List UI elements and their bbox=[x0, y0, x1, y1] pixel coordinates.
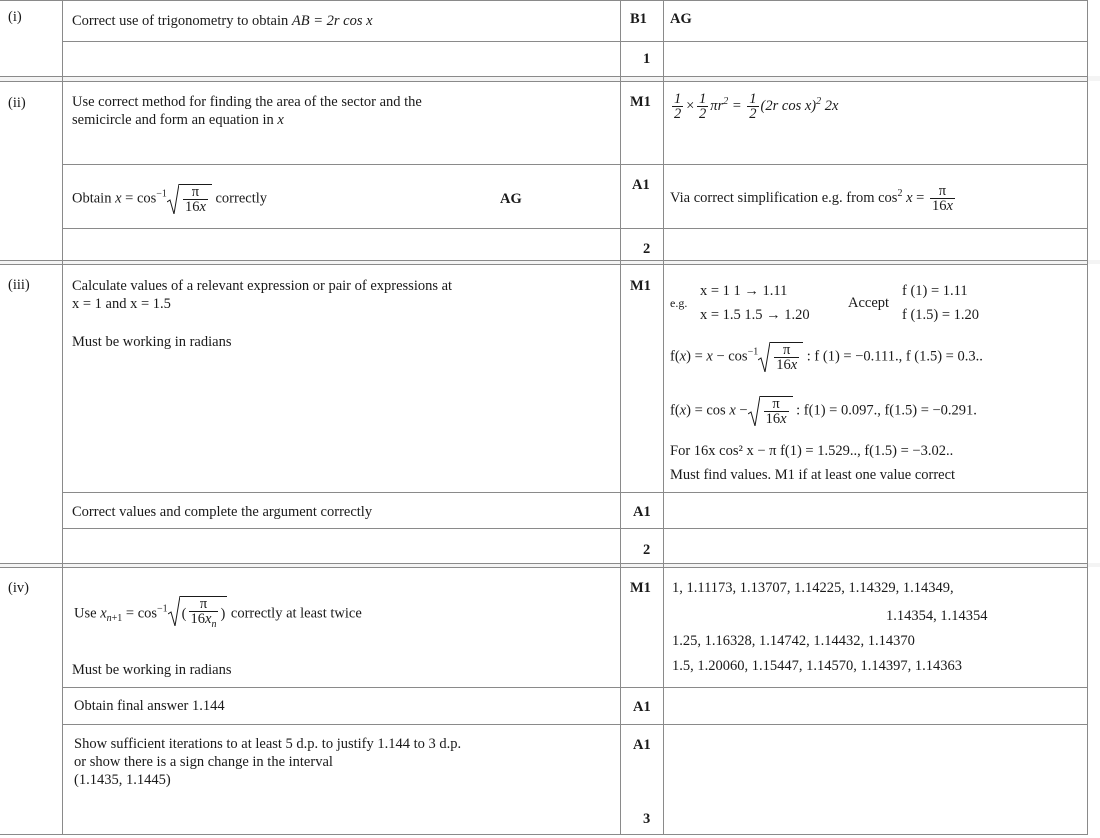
eg-label: e.g. bbox=[670, 296, 688, 310]
part-iv-total: 3 bbox=[643, 811, 651, 827]
part-label-ii: (ii) bbox=[8, 95, 26, 111]
part-iv-use: Use $x_{n+1} = \cos^{-1}$ ( $\frac{\pi}{16x_n}$ ) correctly at least twice bbox=[74, 596, 362, 630]
part-iii-answer-line2: x = 1 and x = 1.5 bbox=[72, 296, 171, 312]
part-iv-radians: Must be working in radians bbox=[72, 662, 232, 678]
f-row2: f (1.5) = 1.20 bbox=[902, 307, 980, 323]
part-ii-answer-line2: semicircle and form an equation in x bbox=[72, 112, 284, 128]
part-iii-total: 2 bbox=[643, 542, 651, 558]
part-i-mark: B1 bbox=[630, 11, 647, 27]
value-table-row1: x = 1 1 → 1.11 bbox=[700, 283, 788, 299]
sequence-2: 1.25, 1.16328, 1.14742, 1.14432, 1.14370 bbox=[672, 633, 915, 649]
part-iii-mark1: M1 bbox=[630, 278, 651, 294]
part-iii-mark2: A1 bbox=[633, 504, 651, 520]
part-iii-answer-line1: Calculate values of a relevant expression or pair of expressions at bbox=[72, 278, 453, 294]
part-iii-answer-line3: Must be working in radians bbox=[72, 334, 232, 350]
part-iv-show-line1: Show sufficient iterations to at least 5 d.p. to justify 1.144 to 3 d.p. bbox=[74, 736, 462, 752]
sequence-1a: 1, 1.11173, 1.13707, 1.14225, 1.14329, 1.14349, bbox=[672, 580, 954, 596]
sequence-3: 1.5, 1.20060, 1.15447, 1.14570, 1.14397, 1.14363 bbox=[672, 658, 962, 674]
part-ii-mark1: M1 bbox=[630, 94, 651, 110]
part-iv-mark1: M1 bbox=[630, 580, 651, 596]
part-iv-final: Obtain final answer 1.144 bbox=[74, 698, 225, 714]
part-label-iii: (iii) bbox=[8, 277, 30, 293]
part-ii-guidance2: Via correct simplification e.g. from $\cos^2 x$ = $\frac{\pi}{16x}$ bbox=[670, 183, 953, 214]
part-iv-mark3: A1 bbox=[633, 737, 651, 753]
part-label-i: (i) bbox=[8, 9, 22, 25]
part-iv-mark2: A1 bbox=[633, 699, 651, 715]
part-ii-obtain: Obtain $x = \cos^{-1}$ $\frac{\pi}{16x}$ correctly bbox=[72, 184, 268, 215]
part-i-total: 1 bbox=[643, 51, 651, 67]
expression-2: f(x) = cos x − $\frac{\pi}{16x}$ : f(1) = 0.097., f(1.5) = −0.291. bbox=[670, 396, 977, 427]
sequence-1b: 1.14354, 1.14354 bbox=[886, 608, 988, 624]
part-iii-answer-line4: Correct values and complete the argument correctly bbox=[72, 504, 373, 520]
value-table-row2: x = 1.5 1.5 → 1.20 bbox=[700, 307, 810, 323]
part-iv-show-line3: (1.1435, 1.1445) bbox=[74, 772, 171, 788]
expression-3: For 16x cos² x − π f(1) = 1.529.., f(1.5) = −3.02.. bbox=[670, 443, 954, 459]
part-iv-show-line2: or show there is a sign change in the interval bbox=[74, 754, 333, 770]
part-ii-ag: AG bbox=[500, 191, 522, 207]
must-find-note: Must find values. M1 if at least one value correct bbox=[670, 467, 956, 483]
area-equation: $\frac{1}{2}$ × $\frac{1}{2}$ $\pi r^2$ = $\frac{1}{2}$ (2r cos x)$^2$ 2x bbox=[674, 91, 839, 122]
part-ii-total: 2 bbox=[643, 241, 651, 257]
part-label-iv: (iv) bbox=[8, 580, 29, 596]
expression-1: $f(x) = x - \cos^{-1}$ $\frac{\pi}{16x}$ : f (1) = −0.111., f (1.5) = 0.3.. bbox=[670, 342, 983, 373]
part-ii-mark2: A1 bbox=[632, 177, 650, 193]
accept-label: Accept bbox=[848, 295, 890, 311]
part-i-guidance: AG bbox=[670, 11, 692, 27]
part-i-answer: Correct use of trigonometry to obtain AB = 2r cos x bbox=[72, 13, 373, 29]
f-row1: f (1) = 1.11 bbox=[902, 283, 968, 299]
part-ii-answer-line1: Use correct method for finding the area of the sector and the bbox=[72, 94, 422, 110]
